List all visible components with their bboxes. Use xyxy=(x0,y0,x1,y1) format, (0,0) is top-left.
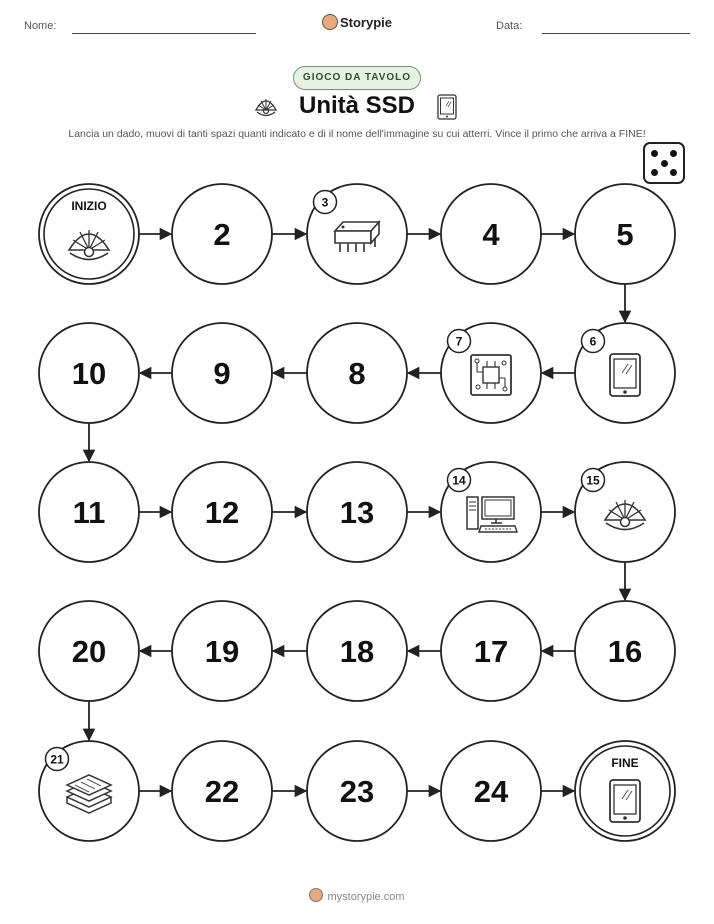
space-number: 3 xyxy=(321,195,329,210)
space-number: 18 xyxy=(339,634,375,669)
circuit-board-icon xyxy=(471,355,511,395)
space-number: 17 xyxy=(473,634,509,669)
instructions: Lancia un dado, muovi di tanti spazi quanti indicato e di il nome dell'immagine su cui atterri. Vince il primo che arriva a FINE! xyxy=(68,128,646,140)
finish-space xyxy=(575,741,675,841)
space-number: 9 xyxy=(213,356,231,391)
space-label: FINE xyxy=(611,756,639,770)
board-space-19 xyxy=(172,601,272,701)
board-space-17 xyxy=(441,601,541,701)
board-space-2 xyxy=(172,184,272,284)
space-number: 23 xyxy=(339,774,375,809)
board-space-21 xyxy=(39,741,139,841)
board-space-8 xyxy=(307,323,407,423)
page-title: Unità SSD xyxy=(298,92,415,119)
space-number: 4 xyxy=(482,217,500,252)
board-space-5 xyxy=(575,184,675,284)
space-number: 15 xyxy=(586,473,600,488)
footer xyxy=(0,888,714,903)
board-space-24 xyxy=(441,741,541,841)
computer-icon xyxy=(467,497,517,532)
tablet-icon xyxy=(610,354,640,396)
space-number: 21 xyxy=(50,752,64,767)
board-space-3 xyxy=(307,184,407,284)
board-space-16 xyxy=(575,601,675,701)
space-number: 6 xyxy=(589,334,597,349)
tablet-icon xyxy=(610,780,640,822)
space-number: 13 xyxy=(339,495,375,530)
date-label: Data: xyxy=(496,20,523,32)
space-number: 19 xyxy=(204,634,240,669)
space-number: 5 xyxy=(616,217,634,252)
name-label: Nome: xyxy=(24,20,57,32)
space-number: 20 xyxy=(71,634,107,669)
space-number: 12 xyxy=(204,495,240,530)
board-space-14 xyxy=(441,462,541,562)
board-space-22 xyxy=(172,741,272,841)
board-space-13 xyxy=(307,462,407,562)
board-space-12 xyxy=(172,462,272,562)
board-space-7 xyxy=(441,323,541,423)
space-number: 11 xyxy=(72,495,106,530)
start-space xyxy=(39,184,139,284)
space-label: INIZIO xyxy=(71,199,107,213)
game-type-badge: GIOCO DA TAVOLO xyxy=(293,66,421,90)
board-space-23 xyxy=(307,741,407,841)
space-number: 22 xyxy=(204,774,240,809)
board-space-18 xyxy=(307,601,407,701)
storypie-logo-icon xyxy=(309,888,323,902)
board-space-9 xyxy=(172,323,272,423)
space-number: 2 xyxy=(213,217,231,252)
footer-url: mystorypie.com xyxy=(327,891,405,903)
board-space-15 xyxy=(575,462,675,562)
brand-name: Storypie xyxy=(339,15,392,30)
space-number: 14 xyxy=(452,473,466,488)
space-number: 10 xyxy=(71,356,107,391)
board-space-4 xyxy=(441,184,541,284)
space-number: 24 xyxy=(473,774,509,809)
board-space-20 xyxy=(39,601,139,701)
board-space-11 xyxy=(39,462,139,562)
space-number: 8 xyxy=(348,356,366,391)
board-space-6 xyxy=(575,323,675,423)
space-number: 7 xyxy=(455,334,463,349)
board-space-10 xyxy=(39,323,139,423)
space-number: 16 xyxy=(607,634,643,669)
